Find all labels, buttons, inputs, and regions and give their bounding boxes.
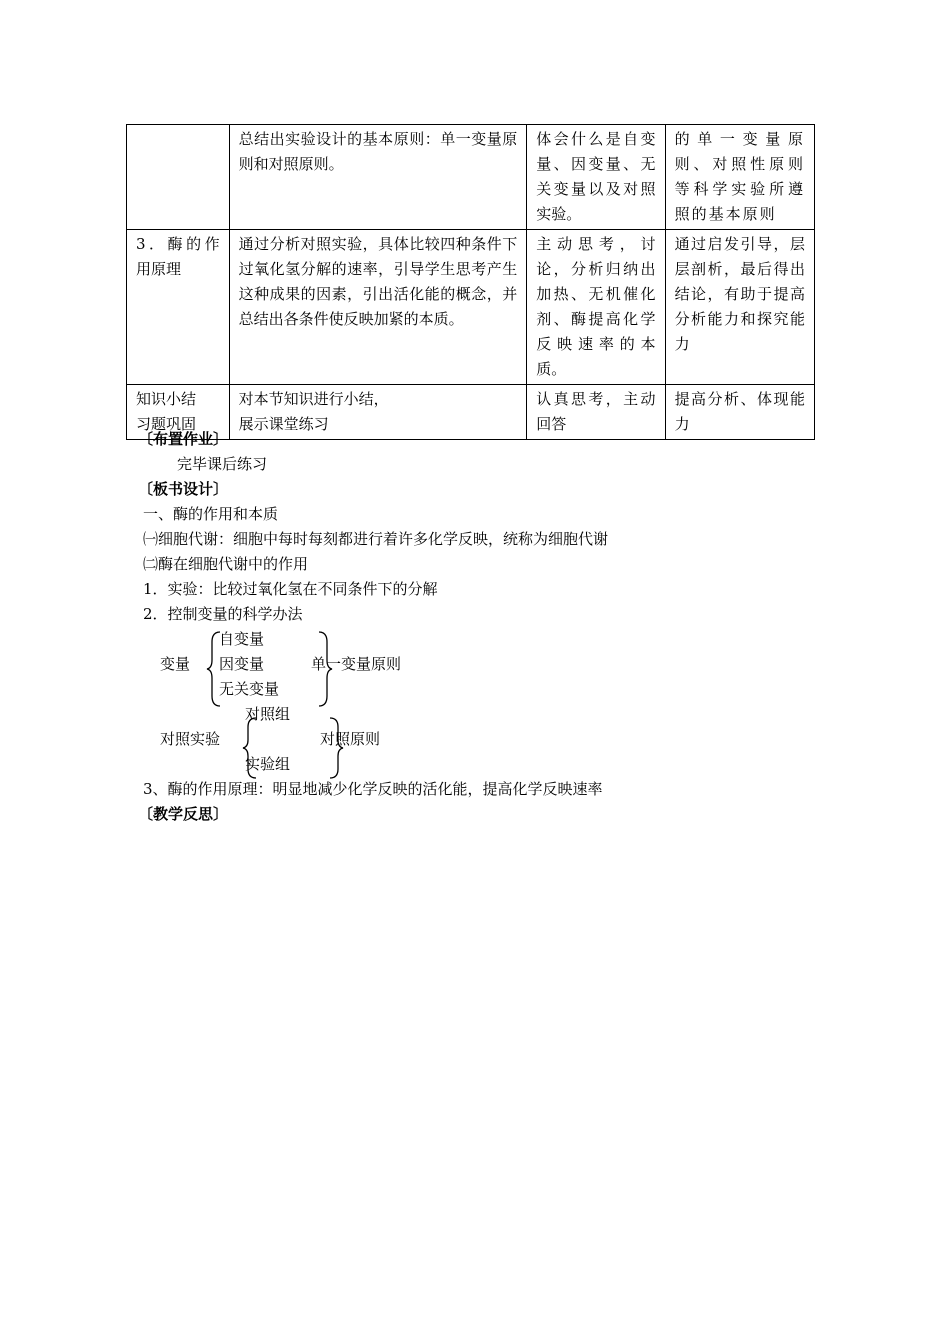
table-cell: 体会什么是自变量、因变量、无关变量以及对照实验。 bbox=[527, 125, 665, 230]
control-experiment-label: 对照实验 bbox=[160, 730, 221, 748]
table-cell: 认真思考，主动回答 bbox=[527, 385, 665, 440]
table-cell: 通过分析对照实验，具体比较四种条件下过氧化氢分解的速率，引导学生思考产生这种成果的因素，引出活化能的概念，并总结出各条件使反映加紧的本质。 bbox=[229, 230, 527, 385]
table-cell: 通过启发引导，层层剖析，最后得出结论，有助于提高分析能力和探究能力 bbox=[665, 230, 814, 385]
table-cell: 3．酶的作用原理 bbox=[127, 230, 230, 385]
board-line: 3、酶的作用原理：明显地减少化学反映的活化能，提高化学反映速率 bbox=[143, 780, 603, 798]
homework-heading: 〔布置作业〕 bbox=[138, 430, 229, 448]
reflection-heading: 〔教学反思〕 bbox=[138, 805, 229, 823]
board-line: ㈡酶在细胞代谢中的作用 bbox=[143, 555, 309, 573]
single-variable-principle: 单一变量原则 bbox=[311, 655, 402, 673]
homework-text: 完毕课后练习 bbox=[177, 455, 268, 473]
table-row bbox=[127, 230, 815, 385]
table-cell bbox=[229, 385, 527, 440]
variable-item: 无关变量 bbox=[219, 680, 280, 698]
table-cell: 主动思考，讨论，分析归纳出加热、无机催化剂、酶提高化学反映速率的本质。 bbox=[527, 230, 665, 385]
board-heading: 〔板书设计〕 bbox=[138, 480, 229, 498]
board-line: 2．控制变量的科学办法 bbox=[143, 605, 303, 623]
board-line: 1．实验：比较过氧化氢在不同条件下的分解 bbox=[143, 580, 438, 598]
table-cell: 的单一变量原则、对照性原则等科学实验所遵照的基本原则 bbox=[665, 125, 814, 230]
table-row bbox=[127, 385, 815, 440]
table-cell bbox=[127, 125, 230, 230]
table-cell: 总结出实验设计的基本原则：单一变量原则和对照原则。 bbox=[229, 125, 527, 230]
board-line: 一、酶的作用和本质 bbox=[143, 505, 279, 523]
cell-line: 习题巩固 bbox=[136, 415, 197, 433]
control-principle-label: 对照原则 bbox=[320, 730, 381, 748]
variable-label: 变量 bbox=[160, 655, 191, 673]
experiment-group-label: 实验组 bbox=[245, 755, 291, 773]
variable-item: 自变量 bbox=[219, 630, 265, 648]
cell-line: 展示课堂练习 bbox=[238, 415, 329, 433]
variable-item: 因变量 bbox=[219, 655, 265, 673]
table-cell: 提高分析、体现能力 bbox=[665, 385, 814, 440]
lesson-table bbox=[126, 124, 815, 440]
table-row bbox=[127, 125, 815, 230]
cell-line: 知识小结 bbox=[136, 390, 197, 408]
control-group-label: 对照组 bbox=[245, 705, 291, 723]
cell-line: 对本节知识进行小结， bbox=[238, 390, 389, 408]
board-line: ㈠细胞代谢：细胞中每时每刻都进行着许多化学反映，统称为细胞代谢 bbox=[143, 530, 609, 548]
